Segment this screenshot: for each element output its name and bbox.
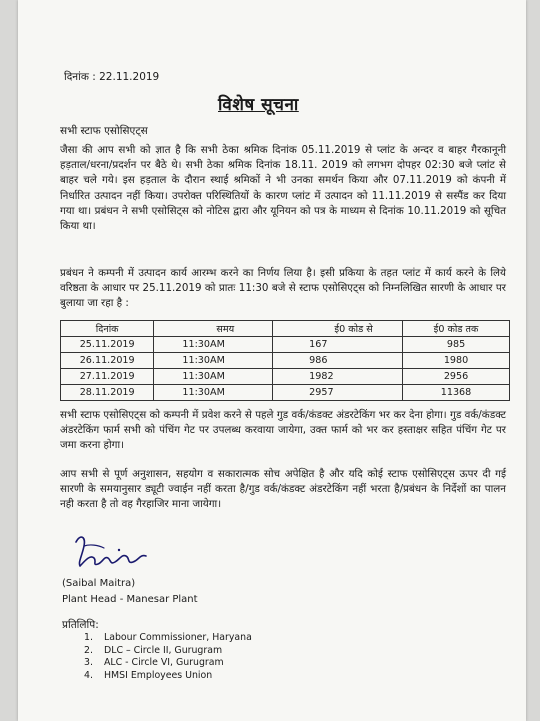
cc-list (84, 632, 252, 682)
table-row (61, 337, 510, 353)
table-row (61, 385, 510, 401)
cell-code-to: 1980 (403, 353, 510, 369)
cell-date: 26.11.2019 (61, 353, 154, 369)
cell-code-to: 11368 (403, 385, 510, 401)
cell-time: 11:30AM (154, 369, 273, 385)
notice-page (18, 0, 526, 721)
table-header-row (61, 321, 510, 337)
header-time: समय (154, 321, 273, 337)
notice-date: दिनांक : 22.11.2019 (64, 71, 160, 83)
cell-code-to: 2956 (403, 369, 510, 385)
header-date: दिनांक (61, 321, 154, 337)
list-item: 2. DLC – Circle II, Gurugram (84, 644, 223, 656)
header-code-to: ई0 कोड तक (403, 321, 510, 337)
signature-image (70, 532, 160, 576)
cell-time: 11:30AM (154, 353, 273, 369)
paragraph-strike-background: जैसा की आप सभी को ज्ञात है कि सभी ठेका श्रमिक दिनांक 05.11.2019 से प्लांट के अन्दर व बाहर गैरकानूनी हड़ताल/धरना/प्रदर्शन पर बैठे थे। सभी ठेका श्रमिक दिनांक 18.11. 2019 को लगभग दोपहर 02:30 बजे प्लांट से बाहर चले गये। इस हड़ताल के दौरान स्थाई श्रमिकों ने भी उनका समर्थन किया और 07.11.2019 को कंपनी में निर्धारित उत्पादन नहीं किया। उपरोक्त परिस्थितियों के कारण प्लांट में उत्पादन को 11.11.2019 से सस्पैंड कर दिया गया था। प्रबंधन ने सभी एसोसिट्स को नोटिस द्वारा और यूनियन को पत्र के माध्यम से दिनांक 10.11.2019 को सूचित किया था। (60, 144, 506, 233)
table-row (61, 353, 510, 369)
cell-code-from: 167 (273, 337, 403, 353)
cell-code-from: 1982 (273, 369, 403, 385)
cell-date: 27.11.2019 (61, 369, 154, 385)
header-code-from: ई0 कोड से (273, 321, 403, 337)
reporting-schedule-table (60, 320, 510, 401)
list-item: 1. Labour Commissioner, Haryana (84, 632, 252, 643)
cc-heading: प्रतिलिपि: (62, 619, 99, 631)
list-item: 4. HMSI Employees Union (84, 669, 213, 681)
signatory-name: (Saibal Maitra) (62, 578, 136, 589)
cell-date: 25.11.2019 (61, 337, 154, 353)
table-row (61, 369, 510, 385)
signatory-title: Plant Head - Manesar Plant (62, 594, 198, 605)
paragraph-undertaking: सभी स्टाफ एसोसिएट्स को कम्पनी में प्रवेश करने से पहले गुड वर्क/कंडक्ट अंडरटेकिंग भर कर देना होगा। गुड वर्क/कंडक्ट अंडरटेकिंग फार्म सभी को पंचिंग गेट पर उपलब्ध करवाया जायेगा, उक्त फार्म को भर कर हस्ताक्षर सहित पंचिंग गेट पर जमा करना होगा। (60, 409, 506, 452)
cell-code-from: 986 (273, 353, 403, 369)
list-item: 3. ALC - Circle VI, Gurugram (84, 657, 224, 668)
cell-code-to: 985 (403, 337, 510, 353)
cell-time: 11:30AM (154, 385, 273, 401)
paragraph-resumption: प्रबंधन ने कम्पनी में उत्पादन कार्य आरम्भ करने का निर्णय लिया है। इसी प्रकिया के तहत प्लांट में कार्य करने के लिये वरिष्ठता के आधार पर 25.11.2019 को प्रातः 11:30 बजे से स्टाफ एसोसिएट्स को निम्नलिखित सारणी के आधार पर बुलाया जा रहा है : (60, 267, 506, 310)
cell-time: 11:30AM (154, 337, 273, 353)
cell-code-from: 2957 (273, 385, 403, 401)
cell-date: 28.11.2019 (61, 385, 154, 401)
paragraph-discipline: आप सभी से पूर्ण अनुशासन, सहयोग व सकारात्मक सोच अपेक्षित है और यदि कोई स्टाफ एसोसिएट्स ऊपर दी गई सारणी के समयानुसार ड्यूटी ज्वाईन नहीं करता है/गुड वर्क/कंडक्ट अंडरटेकिंग नहीं भरता है/प्रबंधन के निर्देशों का पालन नही करता है तो वह गैरहाजिर माना जायेगा। (60, 468, 506, 511)
salutation: सभी स्टाफ एसोसिएट्स (60, 125, 148, 137)
notice-title: विशेष सूचना (218, 95, 299, 115)
